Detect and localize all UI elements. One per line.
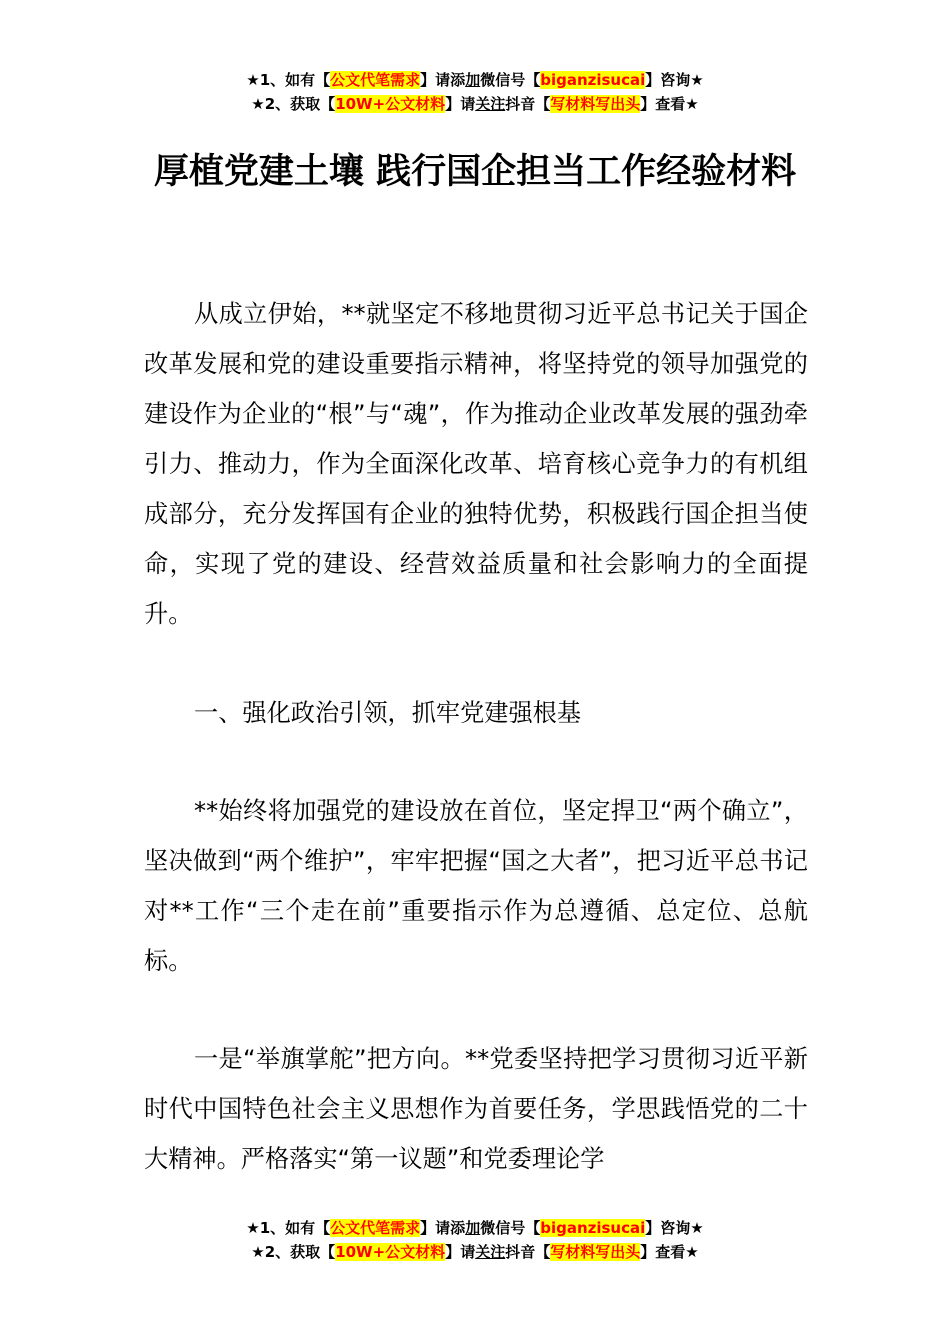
banner-text: ★1、如有【 xyxy=(246,71,331,89)
banner-text: 】请 xyxy=(445,95,476,113)
banner-highlight: 10W+公文材料 xyxy=(335,1243,446,1261)
paragraph-text: **始终将加强党的建设放在首位，坚定捍卫“两个确立”，坚决做到“两个维护”，牢牢把握“国之大者”，把习近平总书记对**工作“三个走在前”重要指示作为总遵循、总定位、总航标。 xyxy=(144,797,808,975)
banner-line-1 xyxy=(0,1216,950,1240)
banner-line-2 xyxy=(0,1240,950,1264)
body-paragraph xyxy=(144,1034,808,1184)
body-paragraph xyxy=(144,289,808,639)
header-banner xyxy=(0,68,950,116)
banner-emphasis: 关注 xyxy=(475,1243,506,1261)
banner-highlight: 写材料写出头 xyxy=(550,95,641,113)
banner-text: 】查看★ xyxy=(640,95,699,113)
banner-text: 】咨询★ xyxy=(645,1219,704,1237)
banner-highlight: biganzisucai xyxy=(540,1219,646,1237)
banner-text: 】咨询★ xyxy=(645,71,704,89)
paragraph-text: 一是“举旗掌舵”把方向。**党委坚持把学习贯彻习近平新时代中国特色社会主义思想作为首要任务，学思践悟党的二十大精神。严格落实“第一议题”和党委理论学 xyxy=(144,1045,808,1173)
banner-text: 】请添 xyxy=(420,71,466,89)
banner-line-1 xyxy=(0,68,950,92)
banner-text: 微信号【 xyxy=(480,71,541,89)
banner-highlight: biganzisucai xyxy=(540,71,646,89)
banner-text: 抖音【 xyxy=(505,1243,551,1261)
banner-text: 抖音【 xyxy=(505,95,551,113)
banner-text: 】请添 xyxy=(420,1219,466,1237)
banner-highlight: 公文代笔需求 xyxy=(330,71,421,89)
banner-highlight: 写材料写出头 xyxy=(550,1243,641,1261)
banner-text: 】查看★ xyxy=(640,1243,699,1261)
document-title: 厚植党建土壤 践行国企担当工作经验材料 xyxy=(153,152,797,192)
paragraph-text: 从成立伊始，**就坚定不移地贯彻习近平总书记关于国企改革发展和党的建设重要指示精神，将坚持党的领导加强党的建设作为企业的“根”与“魂”，作为推动企业改革发展的强劲牵引力、推动力，作为全面深化改革、培育核心竞争力的有机组成部分，充分发挥国有企业的独特优势，积极践行国企担当使命，实现了党的建设、经营效益质量和社会影响力的全面提升。 xyxy=(144,300,808,628)
banner-text: 】请 xyxy=(445,1243,476,1261)
banner-line-2 xyxy=(0,92,950,116)
banner-text: ★2、获取【 xyxy=(251,1243,336,1261)
footer-banner xyxy=(0,1216,950,1264)
banner-highlight: 公文代笔需求 xyxy=(330,1219,421,1237)
banner-text: 微信号【 xyxy=(480,1219,541,1237)
banner-text: ★1、如有【 xyxy=(246,1219,331,1237)
body-paragraph xyxy=(144,786,808,986)
heading-text: 一、强化政治引领，抓牢党建强根基 xyxy=(194,699,582,727)
banner-text: ★2、获取【 xyxy=(251,95,336,113)
banner-emphasis: 关注 xyxy=(475,95,506,113)
section-heading xyxy=(144,688,808,738)
banner-emphasis: 加 xyxy=(465,71,481,89)
banner-emphasis: 加 xyxy=(465,1219,481,1237)
banner-highlight: 10W+公文材料 xyxy=(335,95,446,113)
